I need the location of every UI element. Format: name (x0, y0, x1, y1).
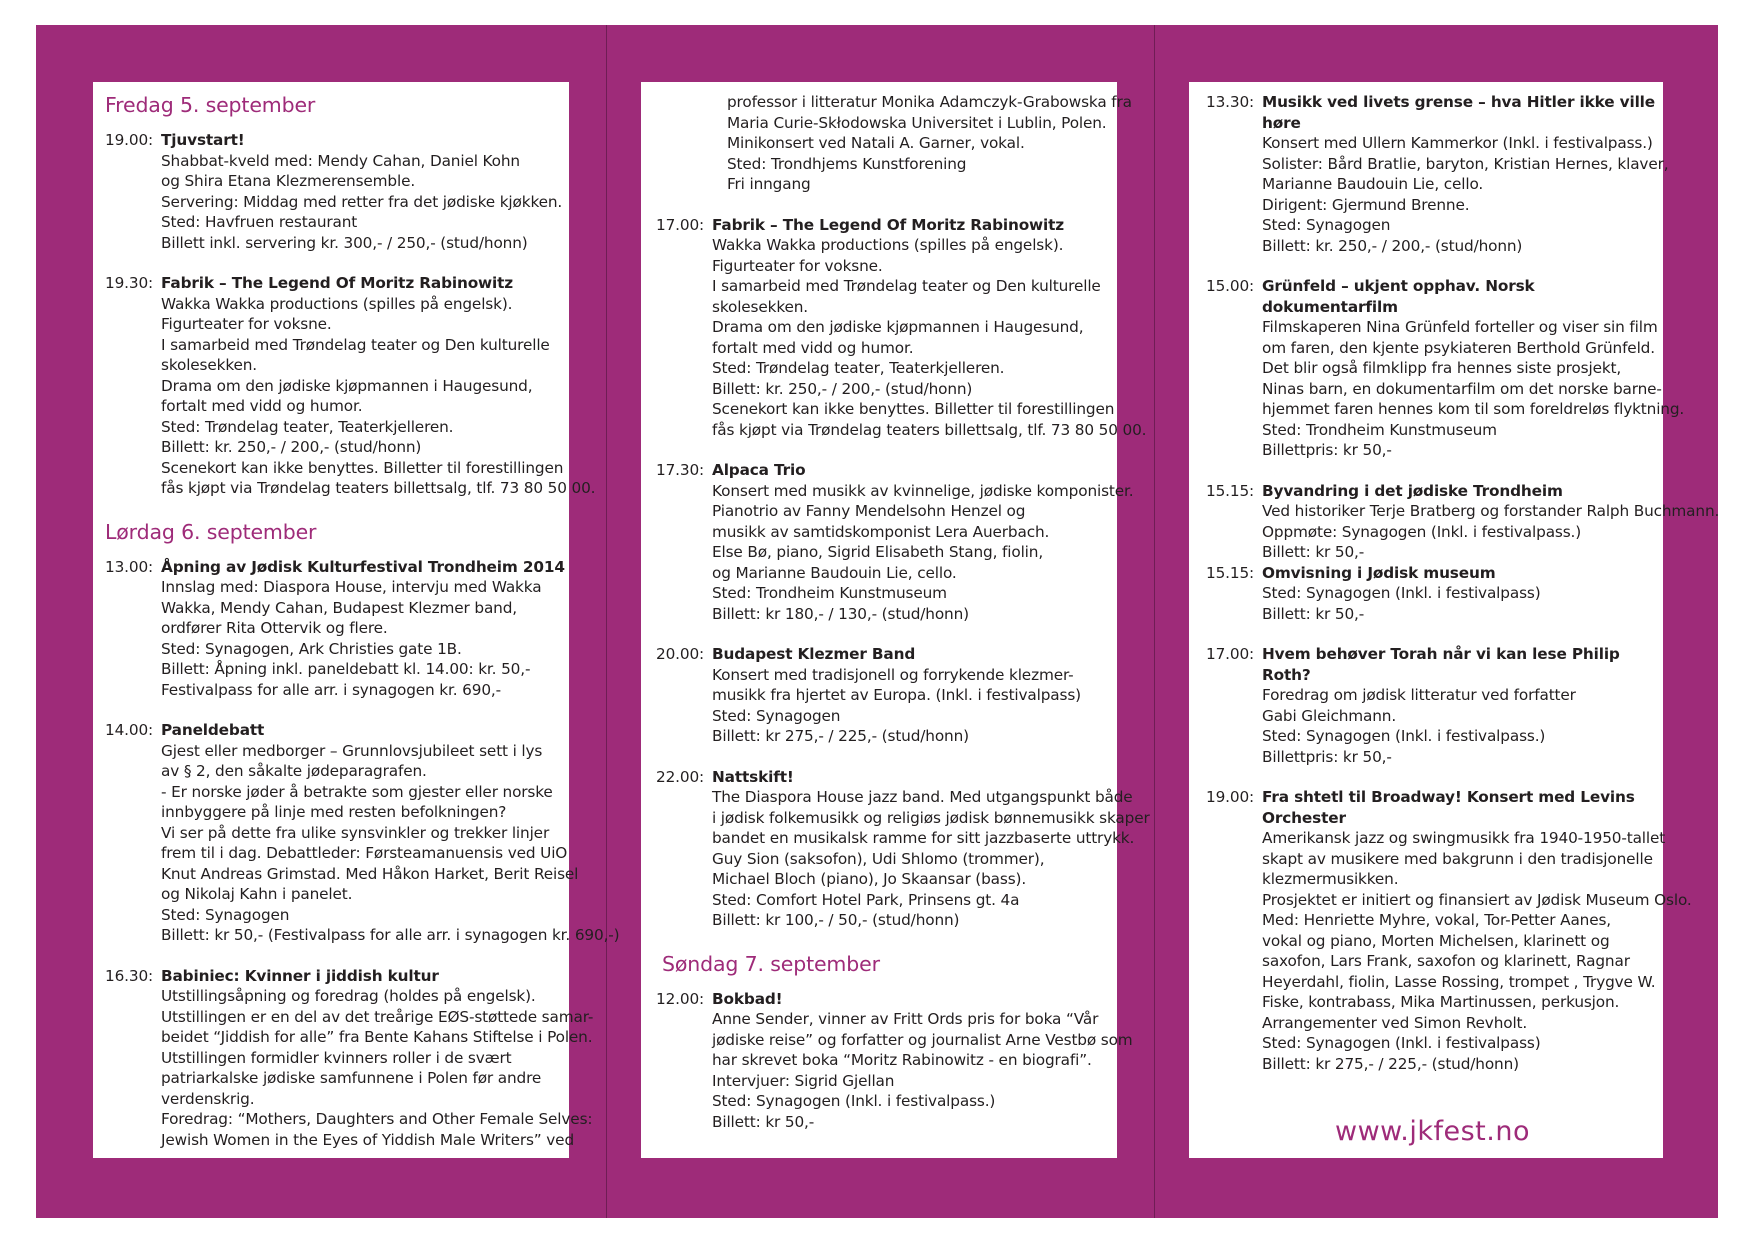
event-detail-line: Heyerdahl, fiolin, Lasse Rossing, trompet , Trygve W. (1262, 972, 1656, 991)
event-item (656, 989, 1133, 1133)
day-heading: Søndag 7. september (662, 951, 880, 976)
event-detail-line: I samarbeid med Trøndelag teater og Den kulturelle (161, 335, 550, 354)
continued-event (656, 92, 1132, 195)
event-detail-line: Ninas barn, en dokumentarfilm om det norske barne- (1262, 379, 1662, 398)
program-column-1 (105, 92, 620, 1170)
event-detail-line: Billett: kr 50,- (1262, 543, 1365, 561)
event-title: Babiniec: Kvinner i jiddish kultur (161, 966, 439, 985)
program-column-3 (1206, 92, 1720, 1094)
event-detail-line: patriarkalske jødiske samfunnene i Polen før andre (161, 1069, 542, 1087)
event-title: Åpning av Jødisk Kulturfestival Trondheim 2014 (161, 557, 565, 576)
event-detail-line: professor i litteratur Monika Adamczyk-Grabowska fra (727, 93, 1132, 111)
event-header (1206, 563, 1661, 584)
event-detail-line: Else Bø, piano, Sigrid Elisabeth Stang, fiolin, (712, 543, 1044, 561)
event-item (1206, 276, 1685, 461)
event-detail-line: Billettpris: kr 50,- (1262, 747, 1392, 766)
event-detail-line: Sted: Synagogen (Inkl. i festivalpass) (1262, 1034, 1541, 1052)
event-item (656, 644, 1114, 747)
event-detail-line: Sted: Synagogen (161, 905, 290, 924)
event-detail-line: Filmskaperen Nina Grünfeld forteller og viser sin film (1262, 318, 1658, 336)
event-detail-line: Marianne Baudouin Lie, cello. (1262, 175, 1484, 193)
event-item (1206, 563, 1661, 625)
event-detail-line: skolesekken. (712, 297, 809, 316)
event-detail-line: Michael Bloch (piano), Jo Skaansar (bass). (712, 870, 1027, 888)
event-time: 20.00: (656, 645, 705, 663)
event-title: Bokbad! (712, 989, 783, 1008)
event-time: 13.30: (1206, 93, 1255, 111)
event-detail-line: om faren, den kjente psykiateren Berthold Grünfeld. (1262, 338, 1655, 357)
panel-1 (93, 82, 620, 1158)
event-detail-line: Billett inkl. servering kr. 300,- / 250,- (stud/honn) (161, 233, 528, 252)
event-time: 13.00: (105, 557, 154, 576)
event-detail-line: Sted: Synagogen (Inkl. i festivalpass) (1262, 584, 1541, 602)
event-header (105, 273, 565, 294)
event-header (1206, 92, 1661, 133)
event-detail-line: Sted: Havfruen restaurant (161, 213, 358, 231)
event-time: 16.30: (105, 966, 154, 985)
event-detail-line: klezmermusikken. (1262, 870, 1399, 888)
event-title: Omvisning i Jødisk museum (1262, 563, 1496, 582)
event-detail-line: skapt av musikere med bakgrunn i den tradisjonelle (1262, 849, 1653, 868)
event-detail-line: og Marianne Baudouin Lie, cello. (712, 563, 957, 582)
event-detail-line: Billett: kr. 250,- / 200,- (stud/honn) (1262, 236, 1523, 255)
event-detail-line: Billett: kr 50,- (1262, 604, 1365, 623)
event-header (656, 767, 1114, 788)
event-title: Fabrik – The Legend Of Moritz Rabinowitz (712, 215, 1065, 234)
event-detail-line: Knut Andreas Grimstad. Med Håkon Harket, Berit Reisel (161, 864, 579, 883)
event-detail-line: Fri inngang (727, 175, 811, 193)
event-header (105, 130, 565, 151)
event-detail-line: Det blir også filmklipp fra hennes siste prosjekt, (1262, 359, 1622, 377)
event-detail-line: musikk fra hjertet av Europa. (Inkl. i festivalpass) (712, 686, 1081, 704)
day1-events (105, 130, 596, 499)
event-detail-line: Arrangementer ved Simon Revholt. (1262, 1013, 1528, 1032)
event-item (1206, 481, 1720, 563)
event-time: 15.15: (1206, 481, 1255, 500)
event-title: Paneldebatt (161, 721, 265, 739)
event-item (105, 966, 594, 1151)
event-detail-line: Pianotrio av Fanny Mendelsohn Henzel og (712, 502, 1026, 520)
event-detail-line: fås kjøpt via Trøndelag teaters billettsalg, tlf. 73 80 50 00. (161, 479, 596, 497)
event-detail-line: Utstillingen formidler kvinners roller i de svært (161, 1048, 512, 1067)
event-header (105, 720, 565, 741)
event-header (105, 557, 565, 578)
event-detail-line: fortalt med vidd og humor. (712, 338, 914, 357)
event-item (105, 720, 620, 946)
event-header (656, 215, 1114, 236)
day-heading: Lørdag 6. september (105, 519, 317, 544)
event-detail-line: Billett: kr 275,- / 225,- (stud/honn) (1262, 1054, 1519, 1073)
event-time: 17.30: (656, 461, 705, 479)
day3-events-continued (1206, 92, 1720, 1074)
event-item (1206, 644, 1661, 767)
event-detail-line: Solister: Bård Bratlie, baryton, Kristian Hernes, klaver, (1262, 154, 1669, 173)
event-time: 15.15: (1206, 563, 1255, 582)
event-detail-line: Sted: Trondheim Kunstmuseum (1262, 420, 1497, 439)
event-header (656, 460, 1114, 481)
event-title: Budapest Klezmer Band (712, 645, 916, 663)
event-time: 17.00: (1206, 645, 1255, 663)
event-detail-line: Scenekort kan ikke benyttes. Billetter til forestillingen (161, 458, 564, 477)
day2-events-continued (656, 215, 1150, 931)
event-time: 14.00: (105, 721, 154, 739)
event-detail-line: Sted: Synagogen (Inkl. i festivalpass.) (1262, 727, 1546, 745)
event-detail-line: Billett: Åpning inkl. paneldebatt kl. 14.00: kr. 50,- (161, 660, 531, 678)
event-detail-line: Innslag med: Diaspora House, intervju med Wakka (161, 578, 542, 596)
event-detail-line: musikk av samtidskomponist Lera Auerbach. (712, 522, 1050, 541)
event-detail-line: og Shira Etana Klezmerensemble. (161, 172, 416, 190)
event-time: 19.30: (105, 274, 154, 292)
event-title: Musikk ved livets grense – hva Hitler ikke ville høre (1262, 93, 1655, 132)
event-detail-line: Billett: kr. 250,- / 200,- (stud/honn) (712, 379, 973, 398)
event-detail-line: fås kjøpt via Trøndelag teaters billettsalg, tlf. 73 80 50 00. (712, 420, 1147, 439)
event-detail-line: Drama om den jødiske kjøpmannen i Haugesund, (161, 376, 533, 395)
event-detail-line: Foredrag om jødisk litteratur ved forfatter (1262, 686, 1576, 704)
event-detail-line: Sted: Comfort Hotel Park, Prinsens gt. 4a (712, 890, 1020, 909)
event-detail-line: Figurteater for voksne. (712, 256, 883, 275)
event-title: Alpaca Trio (712, 461, 806, 479)
event-detail-line: Sted: Synagogen (712, 706, 841, 725)
event-header (105, 966, 565, 987)
event-time: 15.00: (1206, 277, 1255, 295)
event-detail-line: i jødisk folkemusikk og religiøs jødisk bønnemusikk skaper (712, 808, 1150, 827)
event-item (105, 557, 565, 701)
event-detail-line: I samarbeid med Trøndelag teater og Den kulturelle (712, 277, 1101, 295)
event-title: Grünfeld – ukjent opphav. Norsk dokumentarfilm (1262, 277, 1535, 316)
event-time: 12.00: (656, 989, 705, 1008)
event-header (1206, 481, 1661, 502)
event-detail-line: Billett: kr. 250,- / 200,- (stud/honn) (161, 438, 422, 456)
event-detail-line: skolesekken. (161, 356, 258, 374)
event-detail-line: beidet “Jiddish for alle” fra Bente Kahans Stiftelse i Polen. (161, 1028, 593, 1046)
event-detail-line: Minikonsert ved Natali A. Garner, vokal. (727, 134, 1025, 152)
event-detail-line: Maria Curie-Skłodowska Universitet i Lublin, Polen. (727, 113, 1107, 132)
event-title: Nattskift! (712, 767, 794, 786)
event-detail-line: saxofon, Lars Frank, saxofon og klarinett, Ragnar (1262, 952, 1630, 970)
event-detail-line: Gjest eller medborger – Grunnlovsjubileet sett i lys (161, 741, 543, 760)
panel-2 (641, 82, 1150, 1158)
event-detail-line: The Diaspora House jazz band. Med utgangspunkt både (712, 788, 1133, 806)
event-detail-line: Sted: Trøndelag teater, Teaterkjelleren. (161, 417, 454, 436)
event-detail-line: har skrevet boka “Moritz Rabinowitz - en biografi”. (712, 1051, 1092, 1069)
event-detail-line: frem til i dag. Debattleder: Førsteamanuensis ved UiO (161, 844, 568, 862)
event-item (105, 273, 596, 499)
event-detail-line: Fiske, kontrabass, Mika Martinussen, perkusjon. (1262, 993, 1620, 1011)
day-heading: Fredag 5. september (105, 93, 316, 117)
event-detail-line: verdenskrig. (161, 1089, 255, 1108)
event-detail-line: Foredrag: “Mothers, Daughters and Other Female Selves: (161, 1110, 593, 1128)
event-detail-line: vokal og piano, Morten Michelsen, klarinett og (1262, 931, 1610, 950)
event-detail-line: Billett: kr 100,- / 50,- (stud/honn) (712, 911, 960, 929)
event-header (656, 989, 1114, 1010)
event-item (656, 215, 1147, 441)
event-detail-line: Billettpris: kr 50,- (1262, 441, 1392, 459)
day3-events (656, 989, 1133, 1133)
event-detail-line: Scenekort kan ikke benyttes. Billetter til forestillingen (712, 400, 1115, 418)
event-detail-line: fortalt med vidd og humor. (161, 397, 363, 415)
event-title: Fra shtetl til Broadway! Konsert med Levins Orchester (1262, 788, 1635, 827)
event-title: Hvem behøver Torah når vi kan lese Philip Roth? (1262, 645, 1620, 684)
event-detail-line: Dirigent: Gjermund Brenne. (1262, 195, 1470, 214)
event-detail-line: Drama om den jødiske kjøpmannen i Haugesund, (712, 318, 1084, 336)
event-item (1206, 92, 1669, 256)
event-detail-line: Utstillingsåpning og foredrag (holdes på engelsk). (161, 987, 536, 1005)
event-detail-line: Ved historiker Terje Bratberg og forstander Ralph Buchmann. (1262, 502, 1720, 520)
event-detail-line: Shabbat-kveld med: Mendy Cahan, Daniel Kohn (161, 151, 520, 170)
event-title: Byvandring i det jødiske Trondheim (1262, 481, 1563, 500)
event-header (1206, 787, 1661, 828)
event-time: 17.00: (656, 215, 705, 234)
event-detail-line: Med: Henriette Myhre, vokal, Tor-Petter Aanes, (1262, 911, 1612, 929)
event-detail-line: Billett: kr 50,- (Festivalpass for alle arr. i synagogen kr. 690,-) (161, 926, 620, 944)
event-detail-line: Festivalpass for alle arr. i synagogen kr. 690,- (161, 680, 501, 699)
event-detail-line: Sted: Synagogen, Ark Christies gate 1B. (161, 639, 462, 658)
fold-line (606, 25, 607, 1218)
program-column-2 (656, 92, 1150, 1152)
event-detail-line: Gabi Gleichmann. (1262, 706, 1397, 725)
event-title: Fabrik – The Legend Of Moritz Rabinowitz (161, 274, 514, 292)
event-title: Tjuvstart! (161, 131, 245, 149)
event-header (656, 644, 1114, 665)
event-detail-line: Konsert med musikk av kvinnelige, jødiske komponister. (712, 481, 1134, 500)
event-detail-line: Guy Sion (saksofon), Udi Shlomo (trommer), (712, 849, 1045, 868)
event-detail-line: Wakka Wakka productions (spilles på engelsk). (161, 294, 513, 313)
event-detail-line: Jewish Women in the Eyes of Yiddish Male Writers” ved (161, 1130, 575, 1149)
event-detail-line: innbyggere på linje med resten befolkningen? (161, 803, 507, 821)
event-detail-line: jødiske reise” og forfatter og journalist Arne Vestbø som (712, 1030, 1133, 1049)
event-item (656, 767, 1150, 931)
event-detail-line: Sted: Trøndelag teater, Teaterkjelleren. (712, 359, 1005, 377)
event-detail-line: Billett: kr 275,- / 225,- (stud/honn) (712, 727, 969, 745)
event-item (1206, 787, 1692, 1074)
event-detail-line: Konsert med Ullern Kammerkor (Inkl. i festivalpass.) (1262, 134, 1653, 152)
event-header (1206, 276, 1661, 317)
event-time: 19.00: (105, 131, 154, 149)
event-detail-line: - Er norske jøder å betrakte som gjester eller norske (161, 782, 553, 801)
event-time: 19.00: (1206, 788, 1255, 806)
event-time: 22.00: (656, 767, 705, 786)
event-detail-line: Intervjuer: Sigrid Gjellan (712, 1071, 895, 1090)
event-detail-line: Vi ser på dette fra ulike synsvinkler og trekker linjer (161, 823, 550, 842)
event-detail-line: bandet en musikalsk ramme for sitt jazzbaserte uttrykk. (712, 829, 1135, 847)
event-detail-line: Billett: kr 50,- (712, 1112, 815, 1131)
event-detail-line: ordfører Rita Ottervik og flere. (161, 619, 388, 637)
event-detail-line: Sted: Synagogen (1262, 216, 1391, 234)
event-detail-line: Prosjektet er initiert og finansiert av Jødisk Museum Oslo. (1262, 890, 1692, 909)
panel-3 (1189, 82, 1720, 1158)
event-detail-line: Anne Sender, vinner av Fritt Ords pris for boka “Vår (712, 1010, 1099, 1028)
event-detail-line: Sted: Trondheim Kunstmuseum (712, 584, 947, 602)
event-detail-line: Servering: Middag med retter fra det jødiske kjøkken. (161, 192, 563, 211)
event-item (656, 460, 1134, 624)
festival-website-link[interactable]: www.jkfest.no (1335, 1116, 1530, 1147)
event-detail-line: av § 2, den såkalte jødeparagrafen. (161, 762, 427, 780)
event-detail-line: Oppmøte: Synagogen (Inkl. i festivalpass.) (1262, 522, 1582, 541)
event-detail-line: Figurteater for voksne. (161, 315, 332, 333)
event-detail-line: Sted: Synagogen (Inkl. i festivalpass.) (712, 1092, 996, 1110)
event-detail-line: Konsert med tradisjonell og forrykende klezmer- (712, 665, 1074, 684)
event-detail-line: hjemmet faren hennes kom til som foreldreløs flyktning. (1262, 400, 1685, 418)
event-header (1206, 644, 1661, 685)
event-detail-line: Amerikansk jazz og swingmusikk fra 1940-1950-tallet (1262, 829, 1666, 847)
event-detail-line: Wakka Wakka productions (spilles på engelsk). (712, 236, 1064, 254)
event-detail-line: Utstillingen er en del av det treårige EØS-støttede samar- (161, 1007, 594, 1026)
event-detail-line: Billett: kr 180,- / 130,- (stud/honn) (712, 604, 969, 623)
event-detail-line: og Nikolaj Kahn i panelet. (161, 885, 353, 903)
day2-events (105, 557, 620, 1151)
event-detail-line: Wakka, Mendy Cahan, Budapest Klezmer band, (161, 598, 518, 617)
event-detail-line: Sted: Trondhjems Kunstforening (727, 154, 967, 173)
event-item (105, 130, 565, 253)
fold-line (1154, 25, 1155, 1218)
